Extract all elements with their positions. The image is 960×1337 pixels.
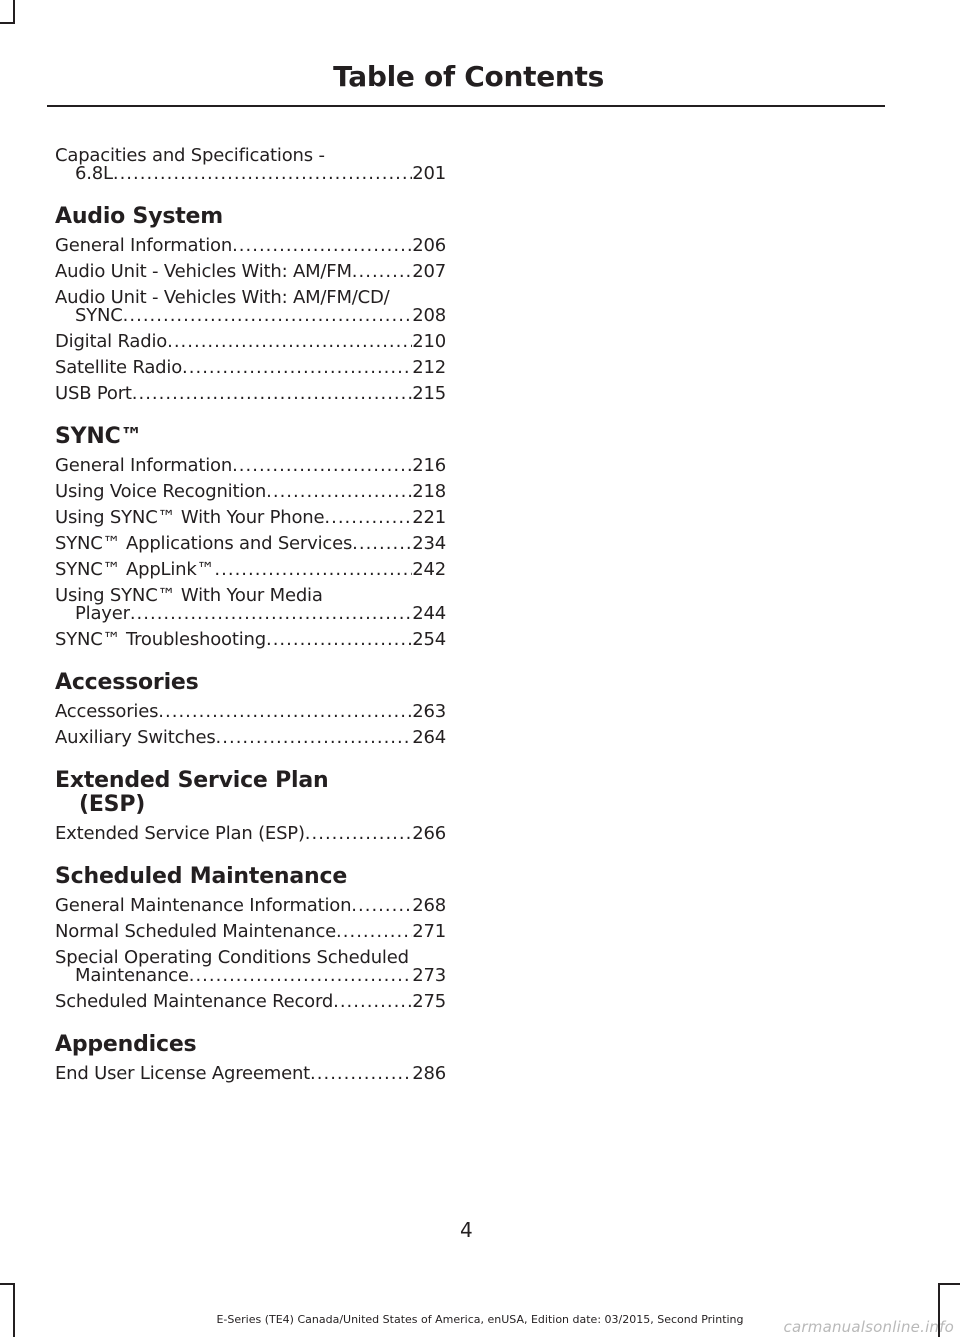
toc-entry-row	[55, 359, 446, 377]
dot-leader	[123, 307, 413, 325]
toc-entry-label-cont: SYNC	[75, 305, 123, 326]
toc-entry-row	[55, 509, 446, 527]
dot-leader	[232, 457, 412, 475]
toc-page-number: 234	[412, 533, 446, 554]
toc-entry-label: SYNC™ AppLink™	[55, 559, 215, 580]
crop-mark	[938, 1283, 960, 1285]
toc-entry-label: Using SYNC™ With Your Media	[55, 585, 323, 606]
toc-entry-row	[55, 385, 446, 403]
toc-entry[interactable]	[55, 897, 446, 915]
toc-page-number: 215	[412, 383, 446, 404]
toc-page-number: 264	[412, 727, 446, 748]
toc-entry[interactable]	[55, 289, 446, 325]
page-title: Table of Contents	[333, 60, 604, 93]
toc-page-number: 210	[412, 331, 446, 352]
toc-page-number: 273	[412, 965, 446, 986]
toc-page-number: 254	[412, 629, 446, 650]
toc-entry-label: SYNC™ Troubleshooting	[55, 629, 266, 650]
section-heading[interactable]	[55, 671, 446, 695]
toc-entry[interactable]	[55, 949, 446, 985]
toc-entry-label-cont: 6.8L	[75, 163, 113, 184]
toc-entry-label: Extended Service Plan (ESP)	[55, 823, 305, 844]
toc-entry-row	[55, 165, 446, 183]
section-heading[interactable]	[55, 769, 446, 817]
watermark: carmanualsonline.info	[783, 1318, 954, 1336]
toc-page-number: 275	[412, 991, 446, 1012]
table-of-contents	[55, 147, 446, 1091]
toc-entry[interactable]	[55, 483, 446, 501]
toc-entry[interactable]	[55, 333, 446, 351]
toc-entry-label: Using Voice Recognition	[55, 481, 267, 502]
toc-entry[interactable]	[55, 587, 446, 623]
toc-entry-row	[55, 993, 446, 1011]
toc-page-number: 218	[412, 481, 446, 502]
crop-mark	[0, 22, 15, 24]
toc-section	[55, 425, 446, 649]
section-heading[interactable]	[55, 425, 446, 449]
toc-entry-row	[55, 263, 446, 281]
toc-entry-label: Accessories	[55, 701, 159, 722]
toc-entry-label: Capacities and Specifications -	[55, 145, 325, 166]
toc-entry-label: General Information	[55, 455, 233, 476]
toc-entry[interactable]	[55, 457, 446, 475]
toc-entry[interactable]	[55, 359, 446, 377]
crop-mark	[0, 1283, 15, 1285]
toc-entry-label: Using SYNC™ With Your Phone	[55, 507, 325, 528]
toc-entry[interactable]	[55, 561, 446, 579]
toc-entry-label: Satellite Radio	[55, 357, 183, 378]
toc-entry-row	[55, 307, 446, 325]
dot-leader	[167, 333, 412, 351]
section-heading-text: Scheduled Maintenance	[55, 864, 348, 889]
toc-entry[interactable]	[55, 923, 446, 941]
toc-entry-label: General Maintenance Information	[55, 895, 352, 916]
toc-page-number: 263	[412, 701, 446, 722]
dot-leader	[324, 509, 412, 527]
toc-entry[interactable]	[55, 237, 446, 255]
toc-entry-label: SYNC™ Applications and Services	[55, 533, 353, 554]
toc-entry[interactable]	[55, 147, 446, 183]
toc-entry-row	[55, 237, 446, 255]
toc-entry-label: Normal Scheduled Maintenance	[55, 921, 337, 942]
dot-leader	[305, 825, 412, 843]
toc-entry-label: Auxiliary Switches	[55, 727, 216, 748]
toc-entry[interactable]	[55, 993, 446, 1011]
toc-section	[55, 671, 446, 747]
toc-entry-row	[55, 535, 446, 553]
toc-page-number: 201	[412, 163, 446, 184]
toc-page-number: 212	[412, 357, 446, 378]
toc-entry[interactable]	[55, 1065, 446, 1083]
toc-page-number: 266	[412, 823, 446, 844]
toc-page-number: 221	[412, 507, 446, 528]
toc-entry-row	[55, 333, 446, 351]
toc-entry-label: Audio Unit - Vehicles With: AM/FM	[55, 261, 352, 282]
header-divider	[47, 105, 885, 107]
dot-leader	[113, 165, 412, 183]
toc-entry-label-cont: Player	[75, 603, 130, 624]
toc-entry-label: Audio Unit - Vehicles With: AM/FM/CD/	[55, 287, 390, 308]
toc-entry[interactable]	[55, 729, 446, 747]
toc-page-number: 242	[412, 559, 446, 580]
toc-entry[interactable]	[55, 631, 446, 649]
dot-leader	[333, 993, 412, 1011]
dot-leader	[352, 263, 412, 281]
toc-entry[interactable]	[55, 703, 446, 721]
toc-entry-label: USB Port	[55, 383, 132, 404]
toc-page-number: 268	[412, 895, 446, 916]
crop-mark	[13, 0, 15, 22]
toc-entry-row	[55, 703, 446, 721]
toc-entry-row	[55, 605, 446, 623]
dot-leader	[130, 605, 412, 623]
dot-leader	[216, 729, 413, 747]
toc-page-number: 286	[412, 1063, 446, 1084]
toc-page-number: 271	[412, 921, 446, 942]
toc-page-number: 206	[412, 235, 446, 256]
dot-leader	[232, 237, 412, 255]
section-heading-text: Accessories	[55, 670, 199, 695]
section-heading-text: Audio System	[55, 204, 223, 229]
toc-page-number: 207	[412, 261, 446, 282]
page-number: 4	[460, 1218, 473, 1242]
section-heading-text-cont: (ESP)	[79, 792, 146, 817]
toc-section	[55, 865, 446, 1011]
dot-leader	[189, 967, 413, 985]
edition-footer: E-Series (TE4) Canada/United States of America, enUSA, Edition date: 03/2015, Second Printing	[216, 1313, 744, 1326]
crop-mark	[13, 1283, 15, 1337]
toc-entry-label: General Information	[55, 235, 233, 256]
toc-entry-label: Special Operating Conditions Scheduled	[55, 947, 409, 968]
toc-entry[interactable]	[55, 509, 446, 527]
dot-leader	[336, 923, 412, 941]
dot-leader	[310, 1065, 412, 1083]
dot-leader	[214, 561, 412, 579]
toc-entry-row	[55, 631, 446, 649]
toc-entry[interactable]	[55, 385, 446, 403]
toc-section	[55, 1033, 446, 1083]
section-heading[interactable]	[55, 865, 446, 889]
toc-entry-row	[55, 729, 446, 747]
toc-section	[55, 769, 446, 843]
dot-leader	[158, 703, 412, 721]
toc-entry[interactable]	[55, 535, 446, 553]
dot-leader	[351, 897, 412, 915]
section-heading-text: SYNC™	[55, 424, 143, 449]
toc-entry-row	[55, 967, 446, 985]
section-heading-text: Extended Service Plan	[55, 768, 329, 793]
toc-entry-row	[55, 483, 446, 501]
section-heading-text: Appendices	[55, 1032, 197, 1057]
toc-entry-label: End User License Agreement	[55, 1063, 311, 1084]
toc-page-number: 208	[412, 305, 446, 326]
toc-entry-row	[55, 923, 446, 941]
toc-entry[interactable]	[55, 263, 446, 281]
toc-entry-label: Digital Radio	[55, 331, 168, 352]
toc-entry-label: Scheduled Maintenance Record	[55, 991, 334, 1012]
dot-leader	[132, 385, 412, 403]
toc-section	[55, 205, 446, 403]
toc-entry-row	[55, 1065, 446, 1083]
section-heading[interactable]	[55, 1033, 446, 1057]
toc-page-number: 216	[412, 455, 446, 476]
toc-entry-row	[55, 561, 446, 579]
toc-entry-row	[55, 457, 446, 475]
dot-leader	[266, 483, 412, 501]
toc-page-number: 244	[412, 603, 446, 624]
dot-leader	[266, 631, 412, 649]
toc-entry-label-cont: Maintenance	[75, 965, 189, 986]
toc-entry[interactable]	[55, 825, 446, 843]
dot-leader	[182, 359, 412, 377]
toc-entry-row	[55, 897, 446, 915]
section-heading[interactable]	[55, 205, 446, 229]
toc-entry-row	[55, 825, 446, 843]
dot-leader	[352, 535, 412, 553]
